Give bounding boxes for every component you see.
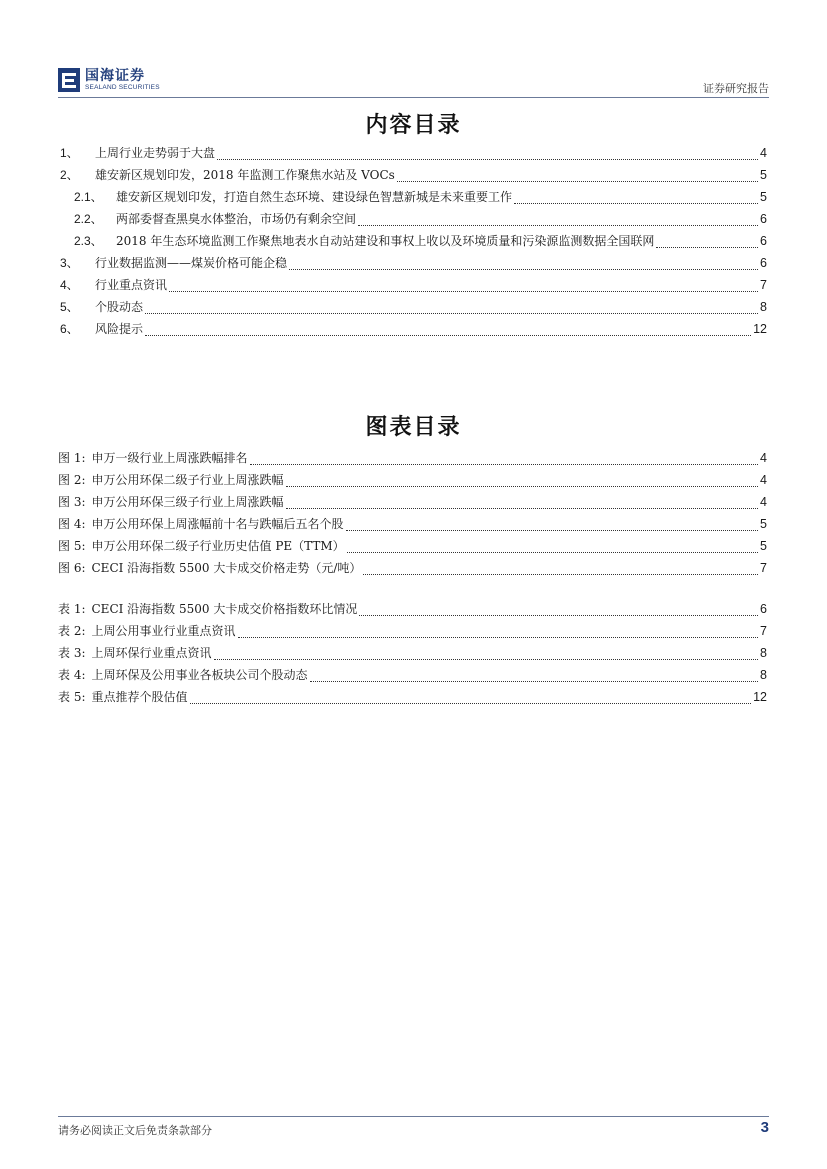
entry-page: 7 [760, 624, 767, 638]
entry-dot-leader [347, 552, 758, 553]
toc-entry[interactable] [58, 210, 767, 232]
toc-entry-page: 4 [760, 146, 767, 160]
toc-dot-leader [289, 269, 758, 270]
entry-page: 6 [760, 602, 767, 616]
entry-dot-leader [238, 637, 759, 638]
toc-entry-page: 8 [760, 300, 767, 314]
toc-entry-number: 6、 [60, 322, 79, 336]
entry-label: 表 4: [58, 668, 86, 682]
entry-page: 4 [760, 473, 767, 487]
entry-page: 4 [760, 451, 767, 465]
entry-label: 表 2: [58, 624, 86, 638]
toc-title: 内容目录 [365, 113, 462, 138]
entry-dot-leader [190, 703, 752, 704]
toc-entry[interactable] [58, 188, 767, 210]
entry-label: 表 5: [58, 690, 86, 704]
entry-title: 申万公用环保二级子行业历史估值 PE（TTM） [91, 539, 345, 553]
entry-page: 8 [760, 646, 767, 660]
toc-entry-number: 2.2、 [74, 212, 103, 226]
toc-entry-number: 4、 [60, 278, 79, 292]
toc-entry-page: 5 [760, 168, 767, 182]
figure-entry[interactable] [58, 515, 767, 537]
entry-dot-leader [286, 486, 759, 487]
toc-dot-leader [145, 335, 751, 336]
toc-entry-number: 2.3、 [74, 234, 103, 248]
toc-entry-title: 雄安新区规划印发，打造自然生态环境、建设绿色智慧新城是未来重要工作 [116, 190, 513, 204]
toc-entry-title: 上周行业走势弱于大盘 [95, 146, 216, 160]
entry-title: 申万公用环保二级子行业上周涨跌幅 [91, 473, 284, 487]
page-header [58, 68, 769, 98]
entry-label: 表 3: [58, 646, 86, 660]
entry-title: CECI 沿海指数 5500 大卡成交价格指数环比情况 [91, 602, 358, 616]
disclaimer-note: 请务必阅读正文后免责条款部分 [58, 1124, 212, 1137]
toc-dot-leader [217, 159, 758, 160]
toc-entry-page: 12 [753, 322, 767, 336]
entry-dot-leader [286, 508, 759, 509]
entry-page: 12 [753, 690, 767, 704]
entry-title: 申万公用环保三级子行业上周涨跌幅 [91, 495, 284, 509]
entry-title: 上周公用事业行业重点资讯 [91, 624, 236, 638]
entry-dot-leader [346, 530, 759, 531]
entry-label: 图 2: [58, 473, 86, 487]
toc-entry-number: 1、 [60, 146, 79, 160]
entry-title: CECI 沿海指数 5500 大卡成交价格走势（元/吨） [91, 561, 362, 575]
company-logo [58, 68, 160, 92]
entry-title: 上周环保及公用事业各板块公司个股动态 [91, 668, 308, 682]
toc-entry-title: 两部委督查黑臭水体整治，市场仍有剩余空间 [116, 212, 357, 226]
header-divider [58, 97, 769, 98]
table-entry[interactable] [58, 688, 767, 710]
entry-title: 上周环保行业重点资讯 [91, 646, 212, 660]
entry-dot-leader [363, 574, 758, 575]
toc-entry-page: 5 [760, 190, 767, 204]
entry-page: 4 [760, 495, 767, 509]
toc-entry-title: 2018 年生态环境监测工作聚焦地表水自动站建设和事权上收以及环境质量和污染源监测数据全国联网 [116, 234, 655, 248]
toc-dot-leader [358, 225, 758, 226]
entry-label: 图 4: [58, 517, 86, 531]
toc-entry[interactable] [58, 254, 767, 276]
entry-page: 7 [760, 561, 767, 575]
toc-dot-leader [514, 203, 758, 204]
toc-entry[interactable] [58, 232, 767, 254]
entry-dot-leader [359, 615, 758, 616]
report-type-label: 证券研究报告 [703, 82, 769, 95]
entry-page: 5 [760, 517, 767, 531]
entry-title: 重点推荐个股估值 [91, 690, 188, 704]
page-number: 3 [760, 1119, 769, 1136]
entry-dot-leader [250, 464, 759, 465]
entry-label: 图 3: [58, 495, 86, 509]
figure-entry[interactable] [58, 493, 767, 515]
toc-entry-title: 风险提示 [95, 322, 144, 336]
entry-page: 5 [760, 539, 767, 553]
table-list [58, 600, 767, 710]
figure-entry[interactable] [58, 471, 767, 493]
toc-entry[interactable] [58, 320, 767, 342]
entry-title: 申万公用环保上周涨幅前十名与跌幅后五名个股 [91, 517, 344, 531]
toc-entry[interactable] [58, 276, 767, 298]
toc-list [58, 144, 767, 342]
entry-title: 申万一级行业上周涨跌幅排名 [91, 451, 248, 465]
entry-dot-leader [214, 659, 759, 660]
table-entry[interactable] [58, 600, 767, 622]
logo-text-en: SEALAND SECURITIES [85, 83, 160, 91]
figure-entry[interactable] [58, 559, 767, 581]
toc-dot-leader [169, 291, 758, 292]
table-entry[interactable] [58, 622, 767, 644]
toc-entry[interactable] [58, 166, 767, 188]
footer-divider [58, 1116, 769, 1117]
toc-entry[interactable] [58, 144, 767, 166]
entry-page: 8 [760, 668, 767, 682]
toc-dot-leader [656, 247, 758, 248]
toc-entry-page: 6 [760, 212, 767, 226]
toc-entry-number: 5、 [60, 300, 79, 314]
entry-dot-leader [310, 681, 759, 682]
table-entry[interactable] [58, 666, 767, 688]
figure-entry[interactable] [58, 537, 767, 559]
toc-dot-leader [397, 181, 758, 182]
toc-entry-title: 行业数据监测——煤炭价格可能企稳 [95, 256, 288, 270]
toc-entry-number: 2.1、 [74, 190, 103, 204]
table-entry[interactable] [58, 644, 767, 666]
toc-entry-title: 个股动态 [95, 300, 144, 314]
entry-label: 表 1: [58, 602, 86, 616]
sealand-logo-icon [58, 68, 80, 92]
toc-entry-title: 行业重点资讯 [95, 278, 168, 292]
toc-entry-title: 雄安新区规划印发，2018 年监测工作聚焦水站及 VOCs [95, 168, 395, 182]
toc-entry-page: 6 [760, 234, 767, 248]
toc-entry-number: 2、 [60, 168, 79, 182]
toc-entry[interactable] [58, 298, 767, 320]
entry-label: 图 6: [58, 561, 86, 575]
logo-text-cn: 国海证券 [85, 67, 145, 84]
toc-dot-leader [145, 313, 758, 314]
toc-entry-page: 7 [760, 278, 767, 292]
toc-entry-number: 3、 [60, 256, 79, 270]
entry-label: 图 1: [58, 451, 86, 465]
figure-entry[interactable] [58, 449, 767, 471]
figure-list [58, 449, 767, 581]
toc-entry-page: 6 [760, 256, 767, 270]
figures-title: 图表目录 [365, 415, 462, 440]
entry-label: 图 5: [58, 539, 86, 553]
